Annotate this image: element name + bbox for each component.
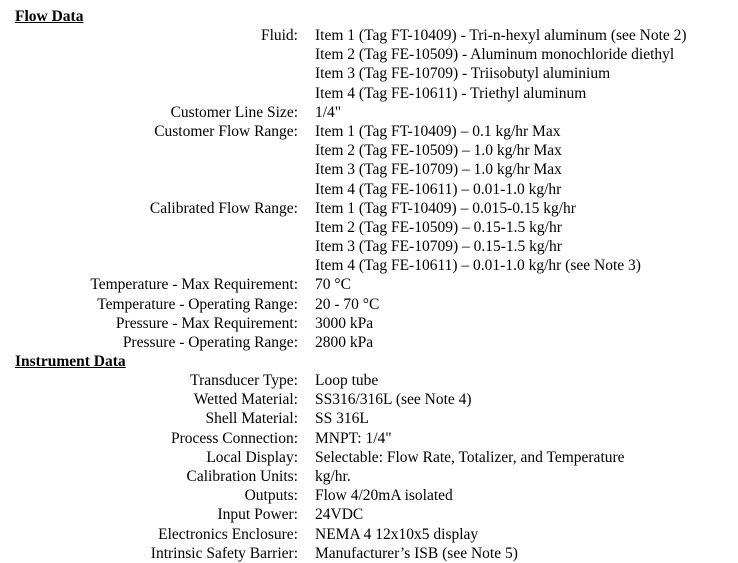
spec-values — [315, 122, 562, 199]
spec-value: MNPT: 1/4" — [315, 429, 392, 447]
spec-row-temperature-max — [0, 275, 738, 294]
spec-value: Item 2 (Tag FE-10509) – 1.0 kg/hr Max — [315, 142, 562, 160]
spec-label: Pressure - Max Requirement: — [115, 314, 298, 332]
spec-value: 24VDC — [315, 506, 364, 524]
spec-row-local-display — [0, 448, 738, 467]
spec-row-customer-flow-range — [0, 122, 738, 199]
spec-value: Manufacturer’s ISB (see Note 5) — [315, 544, 518, 562]
spec-values — [315, 544, 518, 563]
spec-label: Shell Material: — [205, 410, 298, 428]
spec-label: Transducer Type: — [190, 372, 298, 389]
spec-label: Temperature - Operating Range: — [97, 295, 298, 313]
spec-value: Flow 4/20mA isolated — [315, 487, 453, 505]
spec-value: SS316/316L (see Note 4) — [315, 391, 472, 409]
spec-row-customer-line-size — [0, 103, 738, 122]
spec-value: Item 3 (Tag FE-10709) – 0.15-1.5 kg/hr — [315, 238, 562, 256]
spec-row-outputs — [0, 486, 738, 505]
spec-row-intrinsic-safety-barrier — [0, 544, 738, 563]
spec-value: Item 4 (Tag FE-10611) – 0.01-1.0 kg/hr (see Note 3) — [315, 257, 641, 275]
spec-value: Item 2 (Tag FE-10509) – 0.15-1.5 kg/hr — [315, 218, 562, 236]
spec-row-process-connection — [0, 429, 738, 448]
spec-label: Local Display: — [206, 448, 298, 466]
spec-value: 2800 kPa — [315, 334, 374, 352]
spec-values — [315, 275, 351, 294]
spec-label: Outputs: — [244, 487, 298, 505]
spec-label: Calibrated Flow Range: — [149, 199, 298, 217]
spec-value: Loop tube — [315, 372, 379, 389]
spec-label: Pressure - Operating Range: — [122, 334, 298, 352]
instrument-data-section — [0, 371, 738, 563]
spec-value: Item 1 (Tag FT-10409) – 0.1 kg/hr Max — [315, 122, 561, 140]
spec-values — [315, 333, 373, 352]
spec-row-pressure-operating — [0, 333, 738, 352]
spec-values — [315, 505, 363, 524]
spec-value: Selectable: Flow Rate, Totalizer, and Temperature — [315, 448, 625, 466]
spec-values — [315, 371, 378, 390]
spec-row-shell-material — [0, 409, 738, 428]
spec-values — [315, 467, 351, 486]
spec-values — [315, 525, 478, 544]
spec-values — [315, 409, 369, 428]
spec-values — [315, 199, 641, 276]
spec-label: Intrinsic Safety Barrier: — [150, 544, 298, 562]
spec-value: Item 2 (Tag FE-10509) - Aluminum monochloride diethyl — [315, 46, 675, 64]
spec-values — [315, 429, 392, 448]
flow-data-section — [0, 26, 738, 352]
spec-value: 3000 kPa — [315, 314, 374, 332]
spec-values — [315, 390, 472, 409]
spec-label: Electronics Enclosure: — [158, 525, 298, 543]
spec-values — [315, 295, 379, 314]
spec-row-fluid — [0, 26, 738, 103]
spec-row-temperature-operating — [0, 295, 738, 314]
spec-value: SS 316L — [315, 410, 369, 428]
spec-values — [315, 314, 373, 333]
spec-row-calibration-units — [0, 467, 738, 486]
spec-values — [315, 103, 341, 122]
spec-value: Item 1 (Tag FT-10409) - Tri-n-hexyl aluminum (see Note 2) — [315, 27, 687, 44]
spec-label: Temperature - Max Requirement: — [90, 276, 298, 294]
instrument-data-heading: Instrument Data — [15, 353, 126, 370]
spec-label: Input Power: — [217, 506, 298, 524]
spec-label: Wetted Material: — [193, 391, 298, 409]
spec-label: Calibration Units: — [186, 468, 298, 486]
spec-row-calibrated-flow-range — [0, 199, 738, 276]
spec-value: NEMA 4 12x10x5 display — [315, 525, 479, 543]
spec-label: Fluid: — [260, 27, 298, 44]
spec-value: Item 3 (Tag FE-10709) - Triisobutyl aluminium — [315, 65, 611, 83]
spec-value: Item 4 (Tag FE-10611) – 0.01-1.0 kg/hr — [315, 180, 562, 198]
flow-data-heading: Flow Data — [15, 8, 84, 25]
spec-label: Process Connection: — [171, 429, 298, 447]
spec-value: kg/hr. — [315, 468, 351, 486]
spec-row-wetted-material — [0, 390, 738, 409]
spec-value: 20 - 70 °C — [315, 295, 380, 313]
spec-value: 1/4" — [315, 103, 342, 121]
spec-values — [315, 486, 453, 505]
spec-value: Item 3 (Tag FE-10709) – 1.0 kg/hr Max — [315, 161, 562, 179]
spec-value: Item 4 (Tag FE-10611) - Triethyl aluminum — [315, 84, 587, 102]
spec-row-input-power — [0, 505, 738, 524]
spec-label: Customer Flow Range: — [154, 122, 298, 140]
spec-row-transducer-type — [0, 371, 738, 390]
spec-value: Item 1 (Tag FT-10409) – 0.015-0.15 kg/hr — [315, 199, 576, 217]
spec-value: 70 °C — [315, 276, 351, 294]
spec-row-pressure-max — [0, 314, 738, 333]
spec-row-electronics-enclosure — [0, 525, 738, 544]
spec-values — [315, 26, 687, 103]
spec-label: Customer Line Size: — [170, 103, 298, 121]
spec-values — [315, 448, 625, 467]
